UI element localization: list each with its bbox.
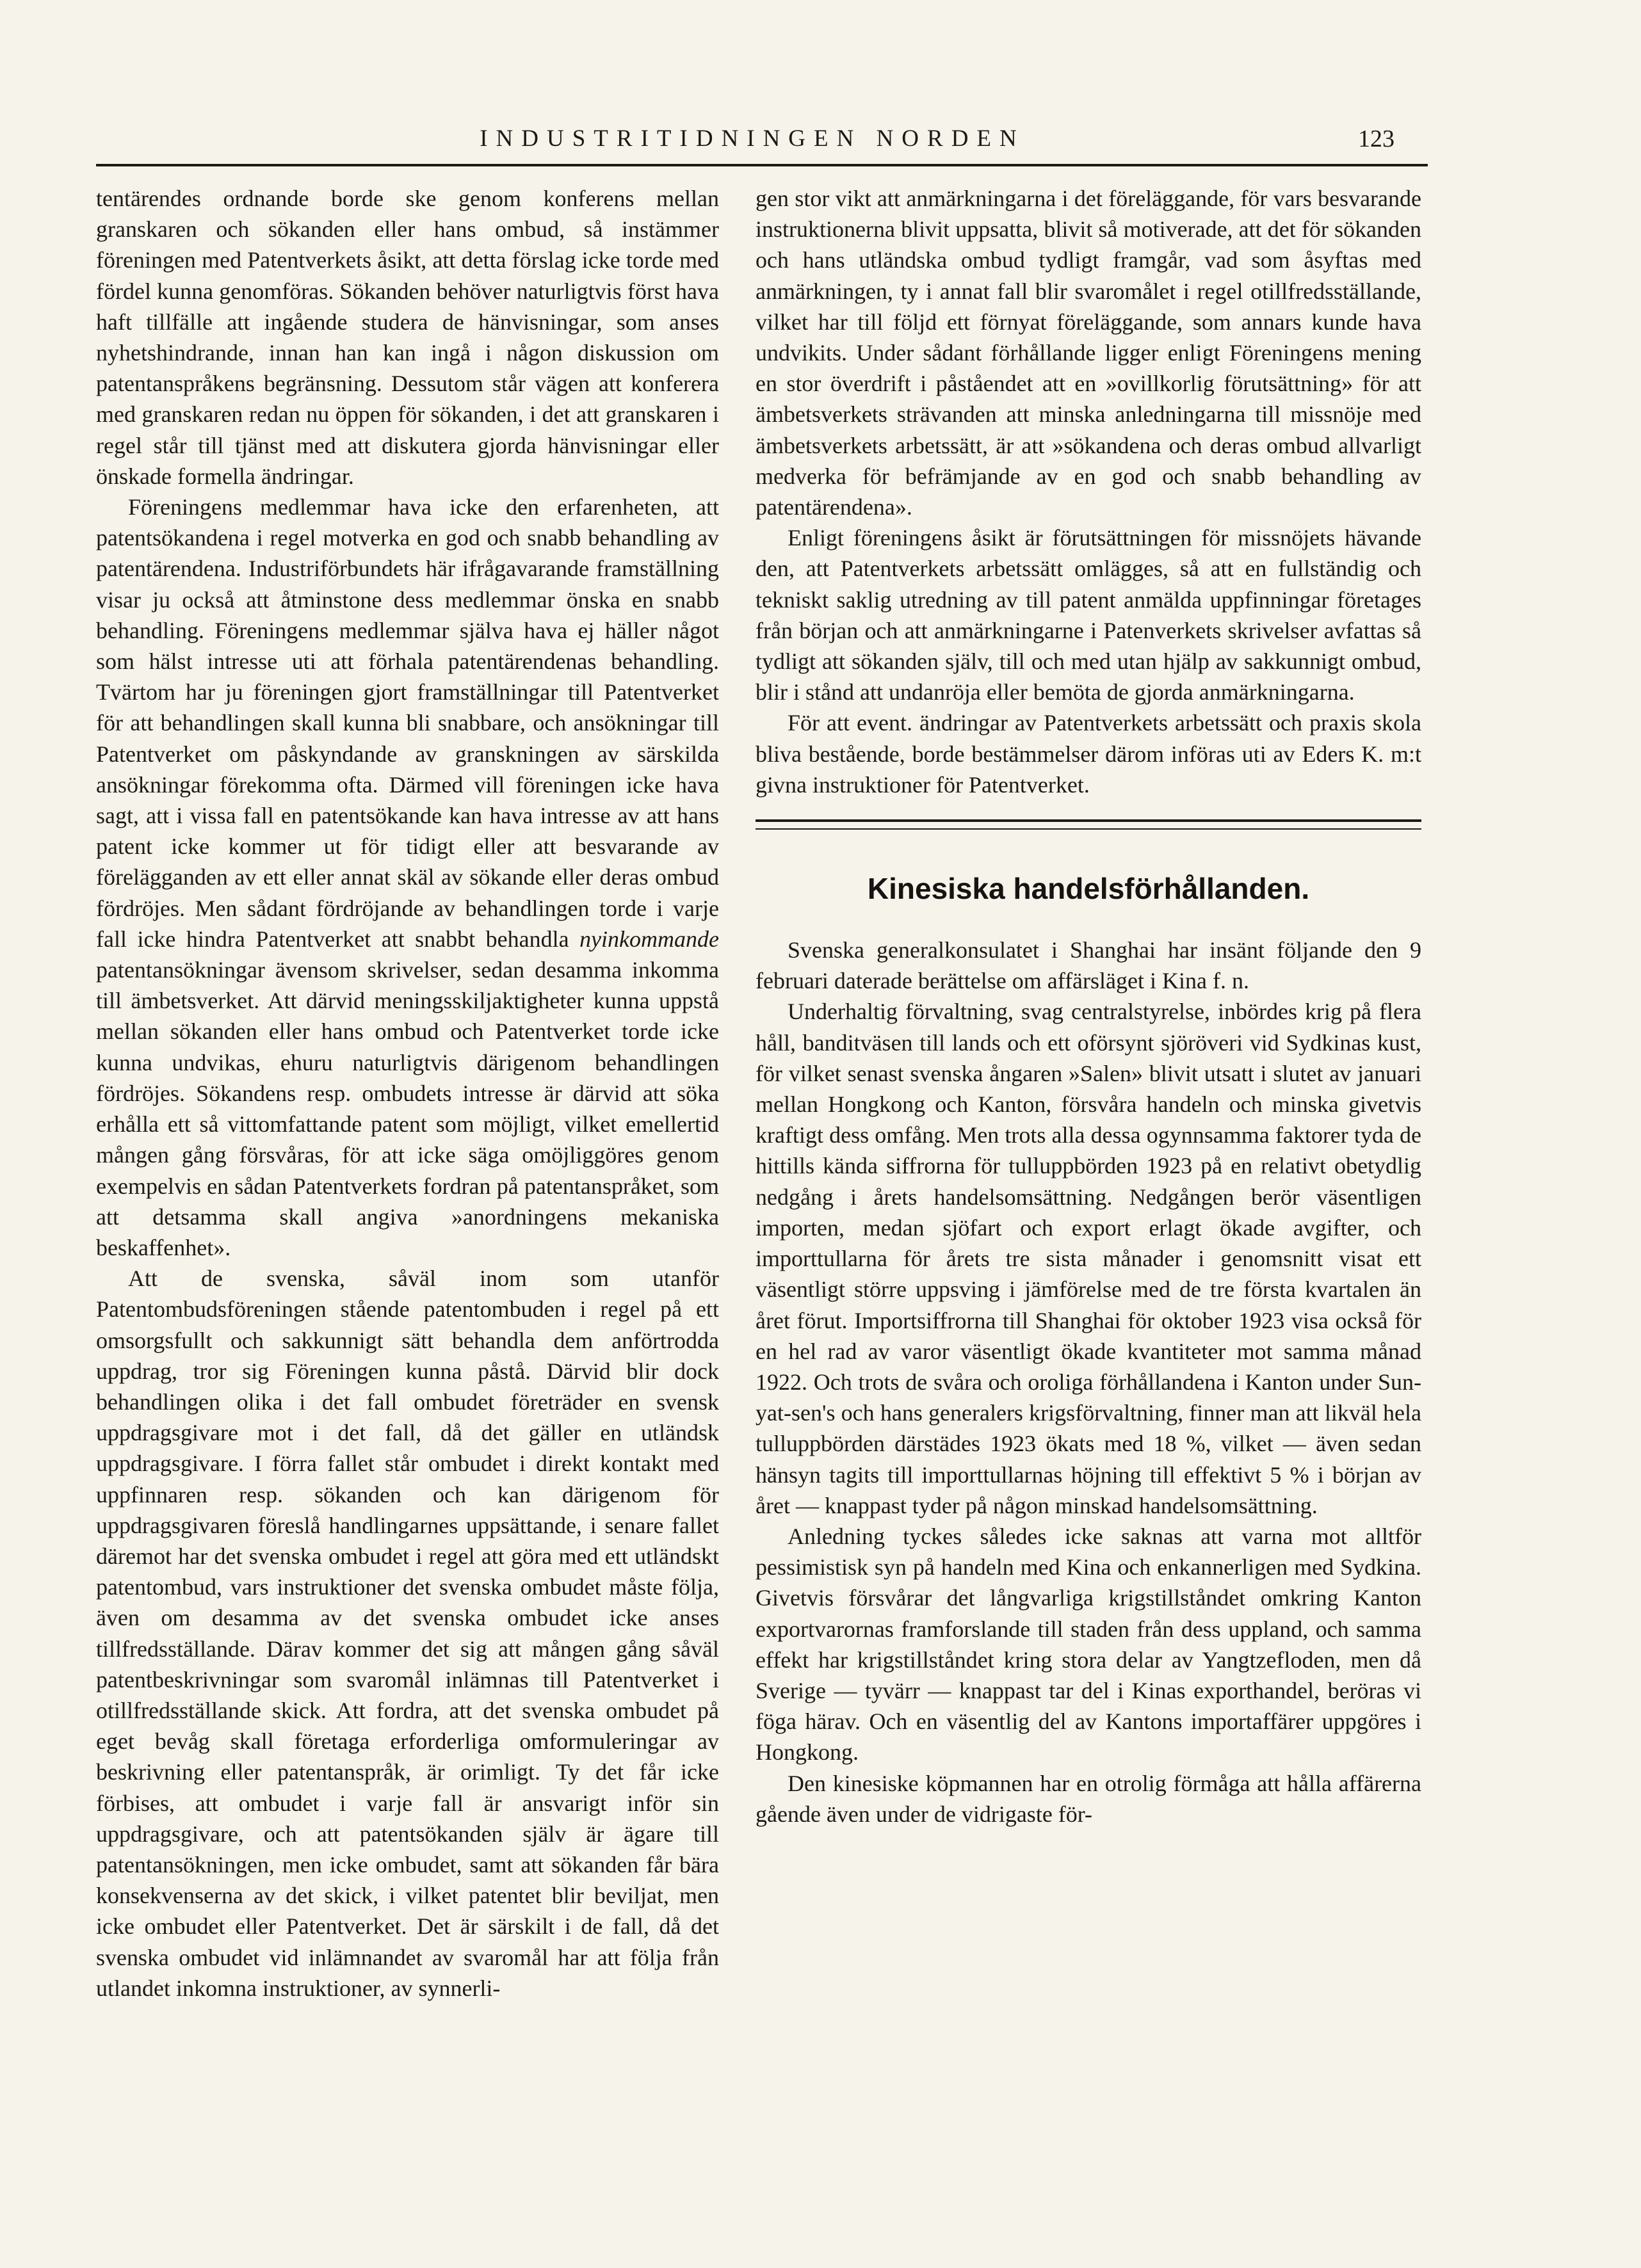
right-paragraph-2: Enligt föreningens åsikt är förutsättningen för missnöjets hävande den, att Patentverkets arbetssätt omlägges, så att en fullständig och tekniskt saklig utredning av till patent anmälda uppfinningar företages från början och att anmärkningarne i Patenverkets skrivelser avfattas så tydligt att sökanden själv, till och med utan hjälp av sakkunnigt ombud, blir i stånd att undanröja eller bemöta de gjorda anmärkningarna. bbox=[756, 525, 1421, 705]
left-paragraph-1: tentärendes ordnande borde ske genom konferens mellan granskaren och sökanden eller hans ombud, så instämmer föreningen med Patentverkets åsikt, att detta förslag icke torde med fördel kunna genomföras. Sökanden behöver naturligtvis först hava haft tillfälle att ingående studera de hänvisningar, som anses nyhetshindrande, innan han kan ingå i någon diskussion om patentanspråkens begränsning. Dessutom står vägen att konferera med granskaren redan nu öppen för sökanden, i det att granskaren i regel står till tjänst med att diskutera gjorda hänvisningar eller önskade formella ändringar. bbox=[96, 186, 719, 489]
page-number: 123 bbox=[1358, 125, 1394, 152]
header-rule bbox=[96, 164, 1428, 166]
section-divider bbox=[756, 819, 1421, 830]
article-title: Kinesiska handelsförhållanden. bbox=[867, 872, 1310, 906]
left-column bbox=[96, 183, 719, 2004]
article-paragraph-3: Anledning tyckes således icke saknas att varna mot alltför pessimistisk syn på handeln med Kina och enkannerligen med Sydkina. Givetvis försvårar det långvarliga krigstillståndet omkring Kanton exportvarornas framforslande till staden från dess uppland, och samma effekt har krigstillståndet kring stora delar av Yangtzefloden, men då Sverige — tyvärr — knappast tar del i Kinas exporthandel, beröras vi föga härav. Och en väsentlig del av Kantons importaffärer uppgöres i Hongkong. bbox=[756, 1523, 1421, 1765]
italic-term: nyinkommande bbox=[579, 926, 719, 952]
article-paragraph-4: Den kinesiske köpmannen har en otrolig förmåga att hålla affärerna gående även under de vidrigaste för- bbox=[756, 1770, 1421, 1827]
right-paragraph-1: gen stor vikt att anmärkningarna i det föreläggande, för vars besvarande instruktionerna blivit uppsatta, blivit så motiverade, att det för sökanden och hans utländska ombud tydligt framgår, vad som åsyftas med anmärkningen, ty i annat fall blir svaromålet i regel otillfredsställande, vilket har till följd ett förnyat föreläggande, som annars kunde hava undvikits. Under sådant förhållande ligger enligt Föreningens mening en stor överdrift i påståendet att en »ovillkorlig förutsättning» för att ämbetsverkets strävanden att minska anledningarna till missnöje med ämbetsverkets arbetssätt, är att »sökandena och deras ombud allvarligt medverka för befrämjande av en god och snabb behandling av patentärendena». bbox=[756, 186, 1421, 520]
article-paragraph-1: Svenska generalkonsulatet i Shanghai har insänt följande den 9 februari daterade berättelse om affärsläget i Kina f. n. bbox=[756, 937, 1421, 994]
right-paragraph-3: För att event. ändringar av Patentverkets arbetssätt och praxis skola bliva bestående, borde bestämmelser därom införas uti av Eders K. m:t givna instruktioner för Patentverket. bbox=[756, 710, 1421, 798]
running-head-title: INDUSTRITIDNINGEN NORDEN bbox=[480, 125, 1025, 152]
right-column bbox=[756, 183, 1421, 1830]
left-paragraph-2-text-a: Föreningens medlemmar hava icke den erfarenheten, att patentsökandena i regel motverka en god och snabb behandling av patentärendena. Industriförbundets här ifrågavarande framställning visar ju också att åtminstone dess medlemmar önska en snabb behandling. Föreningens medlemmar själva hava ej häller något som hälst intresse uti att förhala patentärendenas behandling. Tvärtom har ju föreningen gjort framställningar till Patentverket för att behandlingen skall kunna bli snabbare, och ansökningar till Patentverket om påskyndande av granskningen av särskilda ansökningar förekomma ofta. Därmed vill föreningen icke hava sagt, att i vissa fall en patentsökande kan hava intresse av att hans patent icke kommer ut för tidigt eller att besvarande av förelägganden av ett eller annat skäl av sökande eller deras ombud fördröjes. Men sådant fördröjande av behandlingen torde i varje fall icke hindra Patentverket att snabbt behandla bbox=[96, 494, 719, 952]
left-paragraph-2-text-b: patentansökningar ävensom skrivelser, sedan desamma inkomma till ämbetsverket. Att därvid meningsskiljaktigheter kunna uppstå mellan sökanden eller hans ombud och Patentverket torde icke kunna undvikas, ehuru naturligtvis därigenom behandlingen fördröjes. Sökandens resp. ombudets intresse är därvid att söka erhålla ett så vittomfattande patent som möjligt, vilket emellertid mången gång försvåras, för att icke säga omöjliggöres genom exempelvis en sådan Patentverkets fordran på patentanspråket, som att detsamma skall angiva »anordningens mekaniska beskaffenhet». bbox=[96, 957, 719, 1260]
left-paragraph-2 bbox=[96, 492, 719, 1263]
left-paragraph-3: Att de svenska, såväl inom som utanför Patentombudsföreningen stående patentombuden i regel på ett omsorgsfullt och sakkunnigt sätt behandla dem anförtrodda uppdrag, tror sig Föreningen kunna påstå. Därvid blir dock behandlingen olika i det fall ombudet företräder en svensk uppdragsgivare mot i det fall, då det gäller en utländsk uppdragsgivare. I förra fallet står ombudet i direkt kontakt med uppfinnaren resp. sökanden och kan därigenom för uppdragsgivaren föreslå handlingarnes uppsättande, i senare fallet däremot har det svenska ombudet i regel att göra med ett utländskt patentombud, vars instruktioner det svenska ombudet måste följa, även om desamma av det svenska ombudet icke anses tillfredsställande. Därav kommer det sig att mången gång såväl patentbeskrivningar som svaromål inlämnas till Patentverket i otillfredsställande skick. Att fordra, att det svenska ombudet på eget bevåg skall företaga erforderliga omformuleringar av beskrivning eller patentanspråk, är orimligt. Ty det får icke förbises, att ombudet i varje fall är ansvarigt inför sin uppdragsgivare, och att patentsökanden själv är ägare till patentansökningen, men icke ombudet, samt att sökanden får bära konsekvenserna av det skick, i vilket patentet blir beviljat, men icke ombudet eller Patentverket. Det är särskilt i de fall, då det svenska ombudet vid inlämnandet av svaromål har att följa från utlandet inkomna instruktioner, av synnerli- bbox=[96, 1266, 719, 2001]
article-paragraph-2: Underhaltig förvaltning, svag centralstyrelse, inbördes krig på flera håll, banditväsen till lands och ett oförsynt sjöröveri vid Sydkinas kust, för vilket senast svenska ångaren »Salen» blivit utsatt i slutet av januari mellan Hongkong och Kanton, försvåra handeln och minska givetvis kraftigt dess omfång. Men trots alla dessa ogynnsamma faktorer tyda de hittills kända siffrorna för tulluppbörden 1923 på en relativt obetydlig nedgång i årets handelsomsättning. Nedgången berör väsentligen importen, medan sjöfart och export erlagt ökade avgifter, och importtullarna för årets tre sista månader i genomsnitt visat ett väsentligt större uppsving i jämförelse med de tre första kvartalen än året förut. Importsiffrorna till Shanghai för oktober 1923 visa också för en hel rad av varor väsentligt ökade kvantiteter mot samma månad 1922. Och trots de svåra och oroliga förhållandena i Kanton under Sun-yat-sen's och hans generalers krigsförvaltning, finner man att likväl hela tulluppbörden därstädes 1923 ökats med 18 %, vilket — även sedan hänsyn tagits till importtullarnas höjning till effektivt 5 % i början av året — knappast tyder på någon minskad handelsomsättning. bbox=[756, 999, 1421, 1518]
